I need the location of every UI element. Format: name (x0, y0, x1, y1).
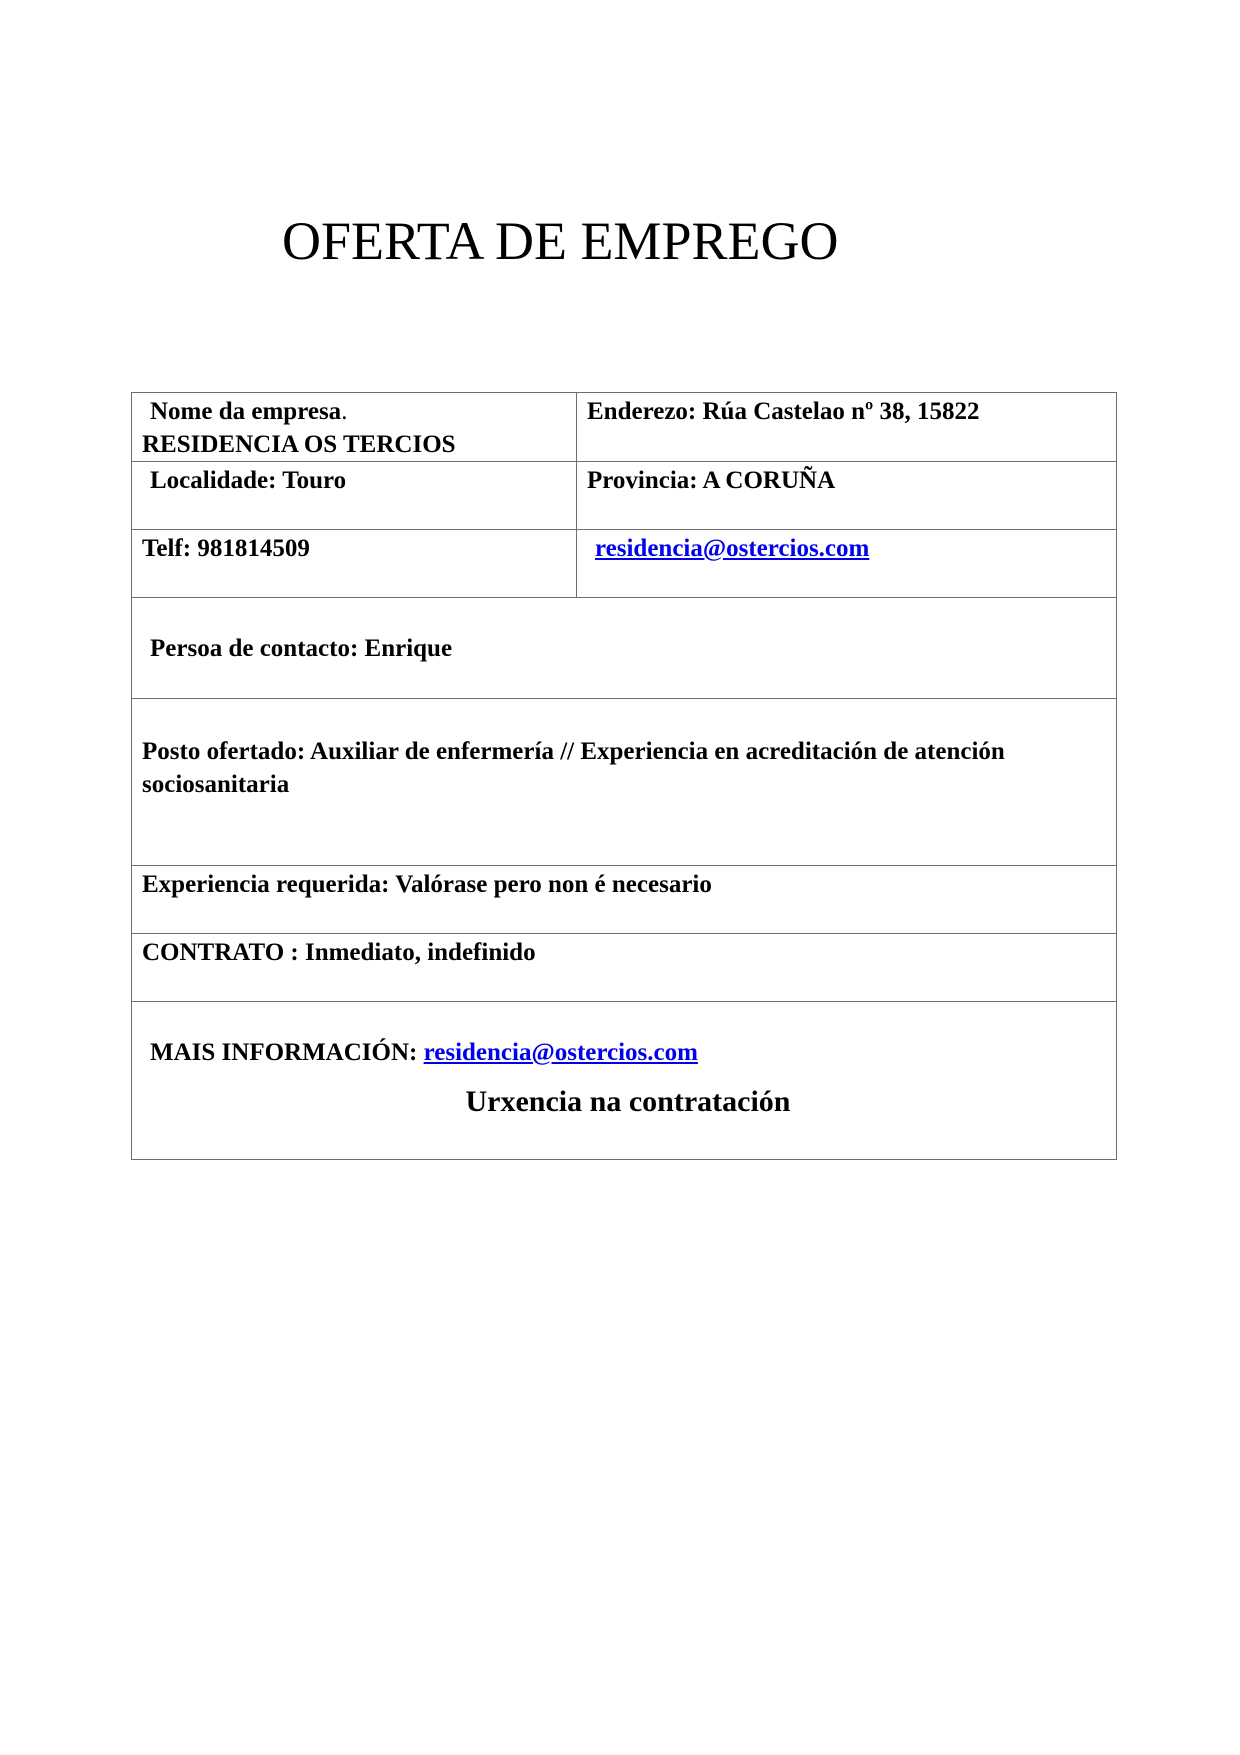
position-text: Posto ofertado: Auxiliar de enfermería // Experiencia en acreditación de atención sociosanitaria (142, 738, 1005, 798)
company-label-dot: . (341, 398, 348, 425)
address-text: Enderezo: Rúa Castelao nº 38, 15822 (587, 398, 980, 425)
province-cell (577, 462, 1117, 530)
position-cell (132, 699, 1117, 866)
experience-cell (132, 866, 1117, 934)
phone-cell (132, 530, 577, 598)
contract-text: CONTRATO : Inmediato, indefinido (142, 939, 536, 966)
contact-text: Persoa de contacto: Enrique (150, 634, 453, 662)
contract-cell (132, 934, 1117, 1002)
more-info-label: MAIS INFORMACIÓN: (150, 1039, 424, 1066)
page-title: OFERTA DE EMPREGO (282, 211, 839, 271)
contact-cell (132, 598, 1117, 699)
phone-text: Telf: 981814509 (142, 535, 310, 562)
email-link[interactable]: residencia@ostercios.com (595, 535, 870, 562)
locality-text: Localidade: Touro (150, 467, 347, 494)
email-cell (577, 530, 1117, 598)
company-label: Nome da empresa (150, 398, 342, 425)
more-info-cell (132, 1002, 1117, 1160)
company-cell (132, 393, 577, 462)
urgency-text: Urxencia na contratación (465, 1085, 791, 1118)
more-info-email-link[interactable]: residencia@ostercios.com (423, 1039, 698, 1066)
province-text: Provincia: A CORUÑA (587, 467, 836, 494)
job-offer-table (131, 392, 1117, 1160)
locality-cell (132, 462, 577, 530)
experience-text: Experiencia requerida: Valórase pero non é necesario (142, 871, 712, 898)
address-cell (577, 393, 1117, 462)
company-name: RESIDENCIA OS TERCIOS (142, 431, 456, 458)
